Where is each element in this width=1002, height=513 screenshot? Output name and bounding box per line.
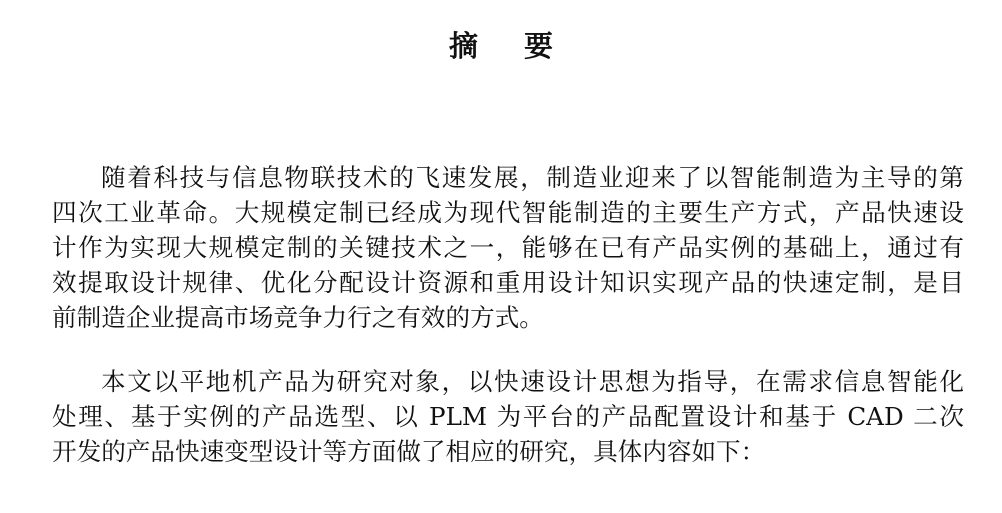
paragraph-1-line-5: 前制造企业提高市场竞争力行之有效的方式。 [52,303,544,332]
paragraph-1-line-1: 随着科技与信息物联技术的飞速发展，制造业迎来了以智能制造为主导的第 [101,163,964,192]
paragraph-1-line-4: 效提取设计规律、优化分配设计资源和重用设计知识实现产品的快速定制，是目 [52,268,964,297]
paragraph-2-line-3: 开发的产品快速变型设计等方面做了相应的研究，具体内容如下： [52,437,766,466]
paragraph-1-line-3: 计作为实现大规模定制的关键技术之一，能够在已有产品实例的基础上，通过有 [52,233,964,262]
paragraph-2-line-2: 处理、基于实例的产品选型、以 PLM 为平台的产品配置设计和基于 CAD 二次 [52,402,964,431]
paragraph-2-line-1: 本文以平地机产品为研究对象，以快速设计思想为指导，在需求信息智能化 [101,367,964,396]
abstract-title: 摘 要 [448,29,572,63]
paragraph-1-line-2: 四次工业革命。大规模定制已经成为现代智能制造的主要生产方式，产品快速设 [52,198,964,227]
